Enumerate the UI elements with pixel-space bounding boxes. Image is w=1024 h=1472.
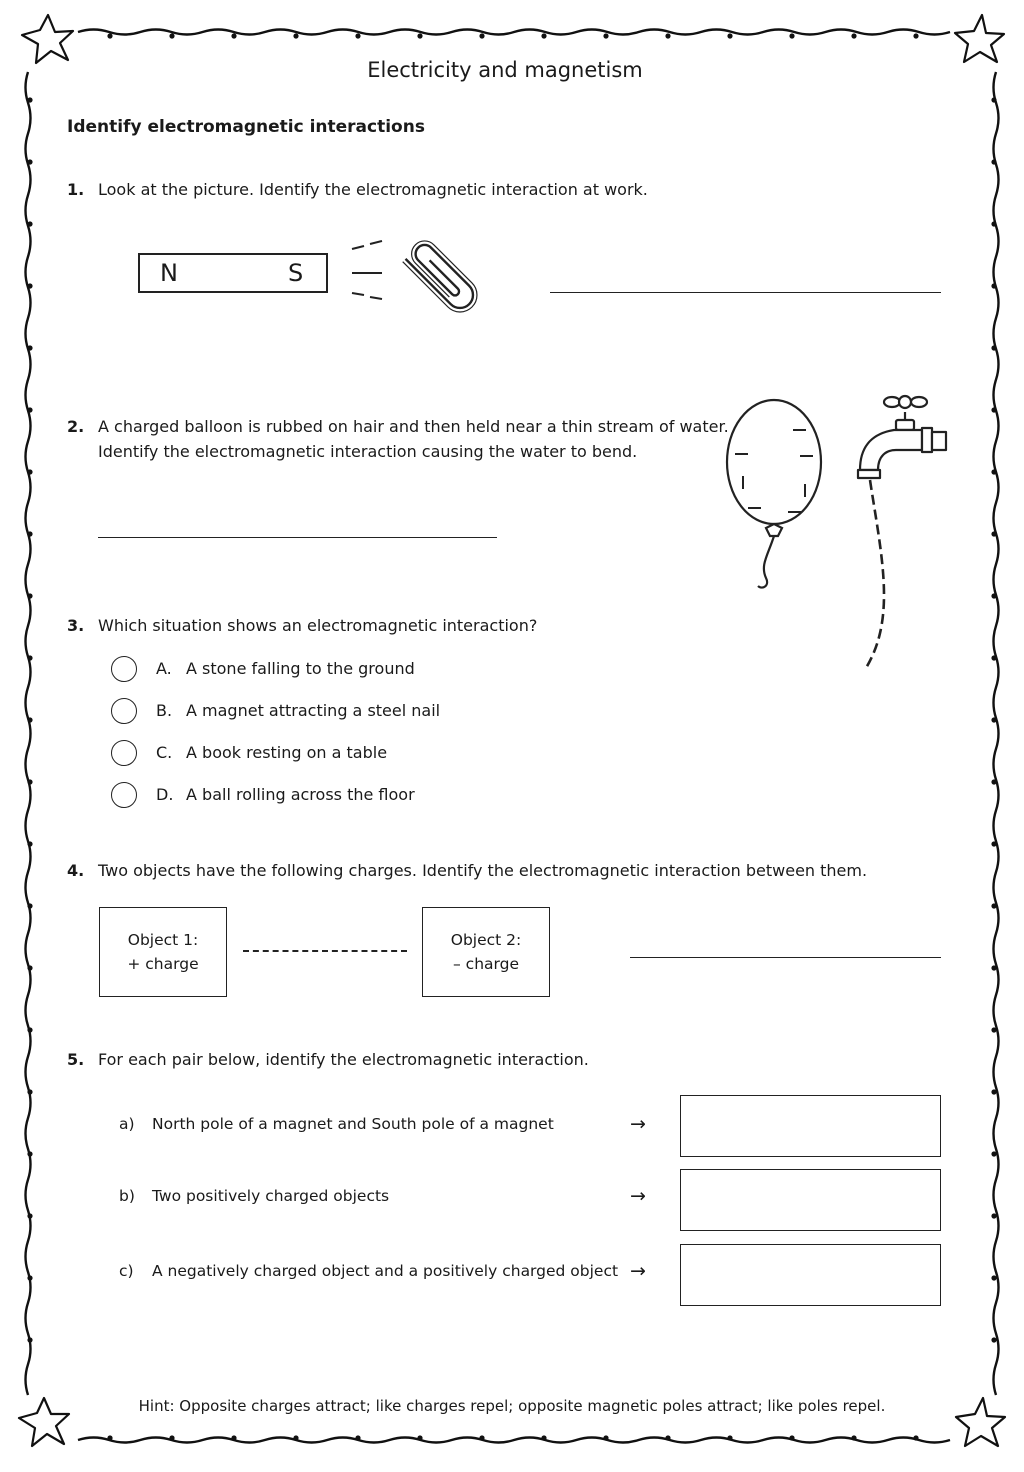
pair-a [119, 1115, 554, 1133]
magnet-north-label: N [160, 259, 178, 287]
option-letter: A. [156, 659, 172, 678]
radio-bubble[interactable] [111, 740, 137, 766]
option-letter: C. [156, 743, 173, 762]
question-number: 5. [67, 1050, 85, 1069]
question-text: Two objects have the following charges. Identify the electromagnetic interaction between them. [98, 861, 868, 880]
object-1-charge: + charge [127, 955, 199, 973]
page-title: Electricity and magnetism [367, 58, 643, 82]
answer-box-c[interactable] [680, 1244, 941, 1306]
question-text: Which situation shows an electromagnetic interaction? [98, 616, 538, 635]
question-2 [67, 414, 729, 464]
object-2-box [422, 907, 550, 997]
question-1 [67, 177, 648, 202]
radio-bubble[interactable] [111, 782, 137, 808]
arrow-icon: → [630, 1185, 646, 1207]
object-1-label: Object 1: [127, 931, 199, 949]
pair-letter: b) [119, 1187, 135, 1205]
question-number: 4. [67, 861, 85, 880]
pair-text: A negatively charged object and a positively charged object [152, 1262, 619, 1280]
question-5 [67, 1047, 589, 1072]
pair-letter: c) [119, 1262, 134, 1280]
star-icon-top-left [22, 15, 73, 63]
option-text: A ball rolling across the floor [186, 785, 415, 804]
pair-c [119, 1262, 618, 1280]
answer-line-q1[interactable] [550, 292, 941, 293]
water-stream [866, 480, 884, 668]
question-3 [67, 613, 537, 638]
answer-box-b[interactable] [680, 1169, 941, 1231]
object-2-label: Object 2: [450, 931, 522, 949]
question-number: 1. [67, 180, 85, 199]
option-text: A stone falling to the ground [186, 659, 415, 678]
magnetic-field-lines [352, 241, 382, 299]
paperclip-illustration [340, 235, 500, 325]
pair-text: Two positively charged objects [152, 1187, 390, 1205]
question-text-line-1: A charged balloon is rubbed on hair and then held near a thin stream of water. [98, 417, 729, 436]
radio-bubble[interactable] [111, 656, 137, 682]
bar-magnet [138, 253, 328, 293]
question-text: For each pair below, identify the electromagnetic interaction. [98, 1050, 589, 1069]
radio-bubble[interactable] [111, 698, 137, 724]
arrow-icon: → [630, 1113, 646, 1135]
answer-box-a[interactable] [680, 1095, 941, 1157]
balloon-icon [727, 400, 821, 588]
question-4 [67, 858, 867, 883]
option-text: A magnet attracting a steel nail [186, 701, 441, 720]
pair-text: North pole of a magnet and South pole of a magnet [152, 1115, 554, 1133]
pair-b [119, 1187, 389, 1205]
answer-line-q2[interactable] [98, 537, 497, 538]
paperclip-icon [401, 236, 484, 319]
option-letter: B. [156, 701, 173, 720]
star-icon-top-right [955, 15, 1004, 62]
pair-letter: a) [119, 1115, 135, 1133]
water-tap-icon [858, 396, 946, 478]
arrow-icon: → [630, 1260, 646, 1282]
magnet-south-label: S [288, 259, 304, 287]
question-number: 2. [67, 417, 85, 436]
option-text: A book resting on a table [186, 743, 388, 762]
balloon-and-tap-illustration [718, 390, 958, 680]
object-2-charge: – charge [453, 955, 519, 973]
option-letter: D. [156, 785, 174, 804]
question-text-line-2: Identify the electromagnetic interaction causing the water to bend. [98, 442, 638, 461]
hint-text: Hint: Opposite charges attract; like charges repel; opposite magnetic poles attract; like poles repel. [138, 1397, 886, 1415]
question-number: 3. [67, 616, 85, 635]
section-subtitle: Identify electromagnetic interactions [67, 117, 425, 137]
dashed-connector [243, 950, 407, 952]
question-text: Look at the picture. Identify the electromagnetic interaction at work. [98, 180, 648, 199]
answer-line-q4[interactable] [630, 957, 941, 958]
object-1-box [99, 907, 227, 997]
